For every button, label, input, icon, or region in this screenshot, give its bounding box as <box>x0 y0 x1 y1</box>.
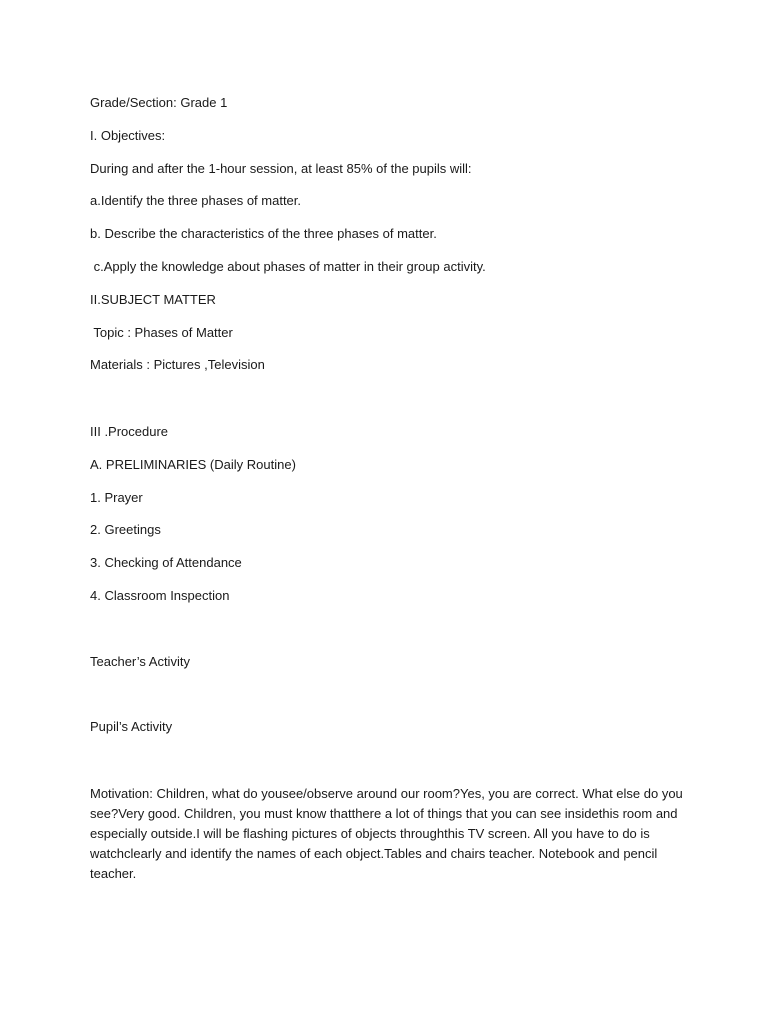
objective-b: b. Describe the characteristics of the three phases of matter. <box>90 226 437 241</box>
routine-item-prayer: 1. Prayer <box>90 490 143 505</box>
preliminaries-heading: A. PRELIMINARIES (Daily Routine) <box>90 457 296 472</box>
routine-item-greetings: 2. Greetings <box>90 522 161 537</box>
objectives-intro: During and after the 1-hour session, at least 85% of the pupils will: <box>90 161 472 176</box>
objective-a: a.Identify the three phases of matter. <box>90 193 302 208</box>
procedure-heading: III .Procedure <box>90 424 169 439</box>
routine-item-attendance: 3. Checking of Attendance <box>90 555 242 570</box>
objectives-heading: I. Objectives: <box>90 128 166 143</box>
pupil-activity-label: Pupil’s Activity <box>90 719 173 734</box>
teacher-activity-label: Teacher’s Activity <box>90 654 190 669</box>
routine-item-inspection: 4. Classroom Inspection <box>90 588 230 603</box>
objective-c: c.Apply the knowledge about phases of matter in their group activity. <box>90 259 486 274</box>
motivation-paragraph: Motivation: Children, what do yousee/observe around our room?Yes, you are correct. What else do you see?Very good. Children, you must know thatthere a lot of things that you can see insidethis room and especially outside.I will be flashing pictures of objects throughthis TV screen. All you have to do is watchclearly and identify the names of each object.Tables and chairs teacher. Notebook and pencil teacher. <box>90 786 683 881</box>
materials-line: Materials : Pictures ,Television <box>90 357 265 372</box>
grade-section-line: Grade/Section: Grade 1 <box>90 95 228 110</box>
topic-line: Topic : Phases of Matter <box>90 325 233 340</box>
subject-matter-heading: II.SUBJECT MATTER <box>90 292 216 307</box>
